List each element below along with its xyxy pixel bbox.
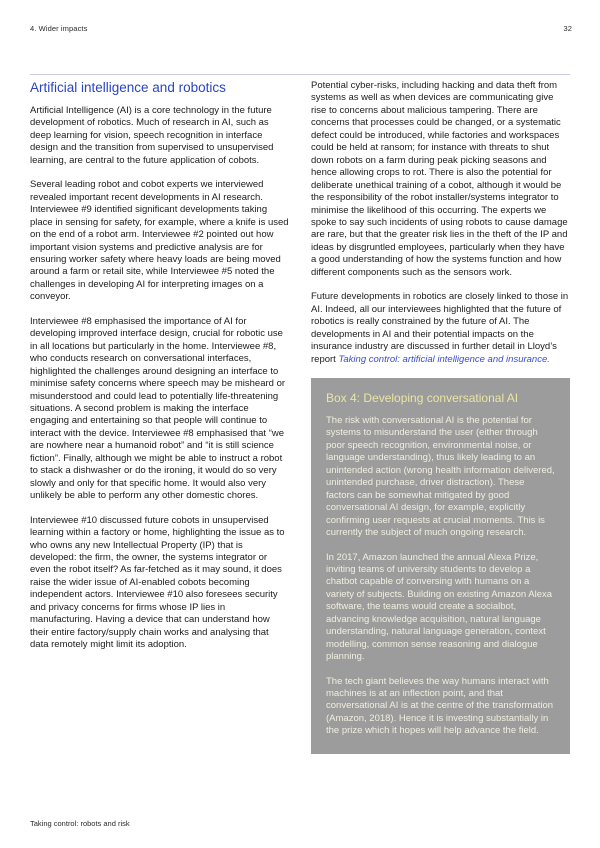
paragraph: Potential cyber-risks, including hacking and data theft from systems as well as when devices are communicating give rise to concerns about malicious tampering. There are concerns that processes could be changed, or a systematic defect could be introduced, while factories and workspaces could be held at ransom; for instance with threats to shut down robots on a farm during peak picking seasons and hence allowing crops to rot. There is also the potential for deliberate unethical training of a cobot, although it would be the responsibility of the robot installer/systems integrator to minimise the likelihood of this occurring. The experts we spoke to say such incidents of using robots to cause damage are rare, but that the greater risk lies in the theft of the IP and ideas by disgruntled employees, particularly when they have a good understanding of how the systems function and how different components such as the sensors work. [311, 80, 568, 278]
page-footer [30, 819, 130, 828]
page-number: 32 [563, 24, 572, 33]
paragraph-text: Future developments in robotics are closely linked to those in AI. Indeed, all our interviewees highlighted that the future of robotics is really constrained by the future of AI. The developments in AI and their potential impacts on the insurance industry are discussed in further detail in Lloyd’s report [311, 291, 569, 365]
box-paragraph: The tech giant believes the way humans interact with machines is at an inflection point, and that conversational AI is at the centre of the transformation (Amazon, 2018). Hence it is investing substantially in the prize which it hopes will help advance the field. [326, 675, 554, 737]
box-paragraph: In 2017, Amazon launched the annual Alexa Prize, inviting teams of university students to develop a chatbot capable of conversing with humans on a variety of subjects. Building on existing Amazon Alexa software, the teams would create a socialbot, advancing knowledge acquisition, natural language understanding, natural language generation, context modelling, common sense reasoning and dialogue planning. [326, 551, 553, 663]
paragraph: Interviewee #8 emphasised the importance of AI for developing improved interface design, crucial for robotic use in all locations but particularly in the home. Interviewee #8, who conducts research on conversational interfaces, highlighted the challenges around designing an interface to minimise safety concerns where speech may be misheard or misunderstood and could lead to potentially life-threatening situations. A second problem is making the interface engaging and entertaining so that people will continue to interact with the device. Interviewee #8 emphasised that “we are nowhere near a humanoid robot” and “it is still science fiction”. Finally, although we might be able to instruct a robot to stack a dishwasher or do the ironing, it would do so very slowly and only for that specific home. It would also very unlikely be able to perform any other domestic chores. [30, 315, 286, 502]
running-header: 4. Wider impacts [30, 24, 88, 33]
paragraph-with-link [311, 291, 570, 366]
footer-text: Taking control: robots and risk [30, 819, 130, 828]
page-header [30, 24, 572, 33]
paragraph: Several leading robot and cobot experts we interviewed revealed important recent developments in AI research. Interviewee #9 identified significant developments taking place in sensing for safety, for example, where a knife is used on the end of a robot arm. Interviewee #2 pointed out how important vision systems and predictive analysis are for ensuring worker safety where heavy loads are being moved around a farm or retail site, while Interviewee #5 noted the challenges in developing AI for interpreting images on a conveyor. [30, 179, 289, 303]
info-box-title: Box 4: Developing conversational AI [326, 390, 519, 405]
left-column [30, 80, 289, 754]
report-link[interactable]: Taking control: artificial intelligence and insurance. [338, 353, 550, 365]
page-content [30, 80, 570, 754]
paragraph: Artificial Intelligence (AI) is a core technology in the future development of robotics. Much of research in AI, such as deep learning for vision, speech recognition in interface design and the transition from supervised to unsupervised learning, are central to the future application of cobots. [30, 105, 274, 166]
right-column [311, 80, 570, 754]
section-heading: Artificial intelligence and robotics [30, 80, 226, 95]
paragraph: Interviewee #10 discussed future cobots in unsupervised learning within a factory or home, highlighting the issue as to who owns any new Intellectual Property (IP) that is developed: the firm, the owner, the systems integrator or even the robot itself? As far-fetched as it may sound, it does raise the wider issue of AI-enabled cobots becoming independent actors. Interviewee #10 also foresees security and privacy concerns for firms whose IP lies in manufacturing. Having a device that can understand how their entire factory/supply chain works and analysing that data remotely might limit its adoption. [30, 514, 285, 651]
header-divider [30, 74, 570, 75]
box-paragraph: The risk with conversational AI is the potential for systems to misunderstand the user (either through poor speech recognition, environmental noise, or language understanding), thus likely leading to an unintended action (wrong health information delivered, unintended purchase, driver distraction). These factors can be somewhat mitigated by good conversational AI design, for example, explicitly confirming user requests at crucial moments. This is currently the subject of much ongoing research. [326, 414, 555, 539]
info-box [311, 378, 570, 754]
